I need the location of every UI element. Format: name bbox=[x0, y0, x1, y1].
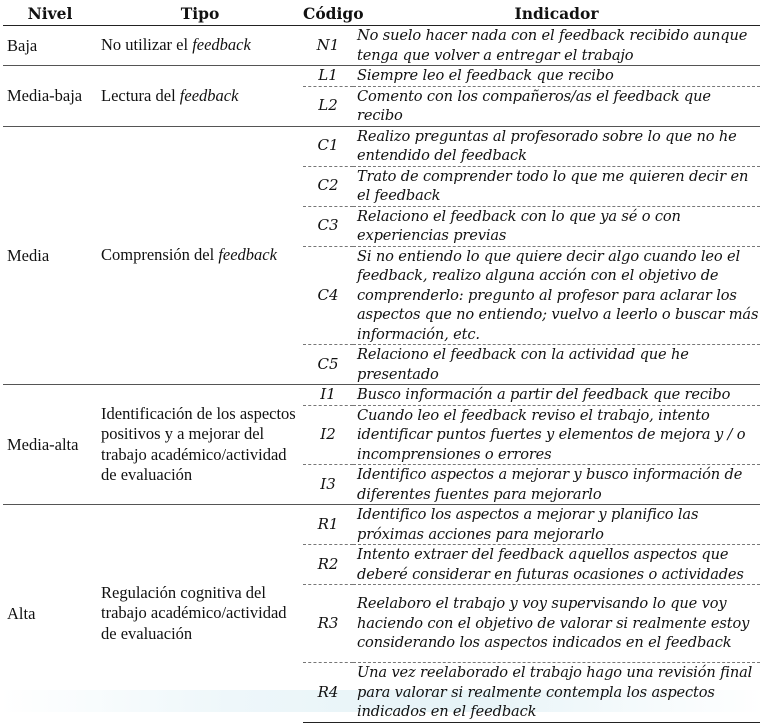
indicador-cell: Trato de comprender todo lo que me quieren decir en el feedback bbox=[353, 166, 760, 206]
header-indicador: Indicador bbox=[353, 4, 760, 26]
tipo-cell: No utilizar el feedback bbox=[97, 26, 303, 66]
codigo-cell: N1 bbox=[303, 26, 353, 66]
indicador-cell: Relaciono el feedback con la actividad que he presentado bbox=[353, 345, 760, 385]
codigo-cell: L1 bbox=[303, 66, 353, 87]
indicador-cell: Relaciono el feedback con lo que ya sé o con experiencias previas bbox=[353, 206, 760, 246]
codigo-cell: R2 bbox=[303, 545, 353, 585]
header-codigo: Código bbox=[303, 4, 353, 26]
indicador-cell: Identifico los aspectos a mejorar y planifico las próximas acciones para mejorarlo bbox=[353, 505, 760, 545]
header-row bbox=[3, 4, 760, 26]
codigo-cell: R1 bbox=[303, 505, 353, 545]
table-row bbox=[3, 505, 760, 545]
tipo-cell: Regulación cognitiva del trabajo académico/actividad de evaluación bbox=[97, 505, 303, 723]
indicador-cell: Identifico aspectos a mejorar y busco información de diferentes fuentes para mejorarlo bbox=[353, 465, 760, 505]
nivel-cell: Baja bbox=[3, 26, 97, 66]
tipo-cell: Lectura del feedback bbox=[97, 66, 303, 127]
header-nivel: Nivel bbox=[3, 4, 97, 26]
codigo-cell: C2 bbox=[303, 166, 353, 206]
codigo-cell: I2 bbox=[303, 405, 353, 465]
tipo-cell: Comprensión del feedback bbox=[97, 126, 303, 385]
codigo-cell: C1 bbox=[303, 126, 353, 166]
indicador-cell: Busco información a partir del feedback que recibo bbox=[353, 385, 760, 406]
codigo-cell: C5 bbox=[303, 345, 353, 385]
indicador-cell: Realizo preguntas al profesorado sobre lo que no he entendido del feedback bbox=[353, 126, 760, 166]
nivel-cell: Media-alta bbox=[3, 385, 97, 505]
nivel-cell: Alta bbox=[3, 505, 97, 723]
indicador-cell: Comento con los compañeros/as el feedback que recibo bbox=[353, 86, 760, 126]
codigo-cell: C4 bbox=[303, 246, 353, 345]
nivel-cell: Media bbox=[3, 126, 97, 385]
table-row bbox=[3, 126, 760, 166]
indicador-cell: Reelaboro el trabajo y voy supervisando lo que voy haciendo con el objetivo de valorar si realmente estoy considerando los aspectos indicados en el feedback bbox=[353, 585, 760, 663]
codigo-cell: I1 bbox=[303, 385, 353, 406]
indicador-cell: Si no entiendo lo que quiere decir algo cuando leo el feedback, realizo alguna acción con el objetivo de comprenderlo: pregunto al profesor para aclarar los aspectos que no entiendo; vuelvo a leerlo o buscar más información, etc. bbox=[353, 246, 760, 345]
codigo-cell: R4 bbox=[303, 663, 353, 723]
nivel-cell: Media-baja bbox=[3, 66, 97, 127]
indicador-cell: Una vez reelaborado el trabajo hago una revisión final para valorar si realmente contempla los aspectos indicados en el feedback bbox=[353, 663, 760, 723]
codigo-cell: L2 bbox=[303, 86, 353, 126]
codigo-cell: I3 bbox=[303, 465, 353, 505]
feedback-levels-table bbox=[3, 4, 760, 723]
indicador-cell: No suelo hacer nada con el feedback recibido aunque tenga que volver a entregar el trabajo bbox=[353, 26, 760, 66]
codigo-cell: R3 bbox=[303, 585, 353, 663]
header-tipo: Tipo bbox=[97, 4, 303, 26]
table-row bbox=[3, 26, 760, 66]
table-row bbox=[3, 66, 760, 87]
table-row bbox=[3, 385, 760, 406]
codigo-cell: C3 bbox=[303, 206, 353, 246]
indicador-cell: Cuando leo el feedback reviso el trabajo, intento identificar puntos fuertes y elementos de mejora y / o incomprensiones o errores bbox=[353, 405, 760, 465]
indicador-cell: Intento extraer del feedback aquellos aspectos que deberé considerar en futuras ocasiones o actividades bbox=[353, 545, 760, 585]
indicador-cell: Siempre leo el feedback que recibo bbox=[353, 66, 760, 87]
tipo-cell: Identificación de los aspectos positivos y a mejorar del trabajo académico/actividad de evaluación bbox=[97, 385, 303, 505]
